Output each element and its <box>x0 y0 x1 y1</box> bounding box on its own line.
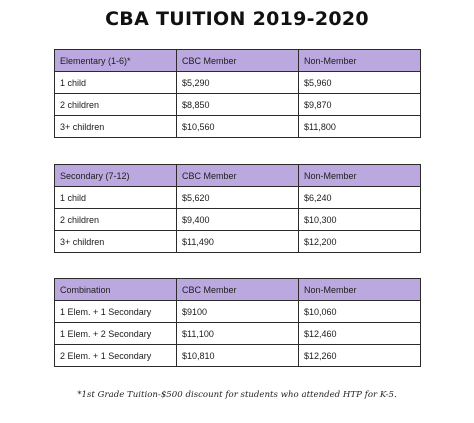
table-cell: $12,200 <box>299 231 421 253</box>
secondary-tuition-table <box>54 164 421 253</box>
table-cell: $9100 <box>177 301 299 323</box>
table-cell: 1 child <box>55 72 177 94</box>
column-header: CBC Member <box>177 165 299 187</box>
footnote: *1st Grade Tuition-$500 discount for students who attended HTP for K-5. <box>77 390 397 400</box>
table-cell: $10,560 <box>177 116 299 138</box>
table-header-row <box>55 165 421 187</box>
column-header: CBC Member <box>177 279 299 301</box>
table-row <box>55 301 421 323</box>
table-row <box>55 72 421 94</box>
table-cell: $8,850 <box>177 94 299 116</box>
table-cell: $10,810 <box>177 345 299 367</box>
column-header: Elementary (1-6)* <box>55 50 177 72</box>
table-row <box>55 345 421 367</box>
table-header-row <box>55 50 421 72</box>
table-cell: $10,300 <box>299 209 421 231</box>
table-cell: $6,240 <box>299 187 421 209</box>
table-cell: 2 children <box>55 94 177 116</box>
table-row <box>55 187 421 209</box>
table-cell: 3+ children <box>55 231 177 253</box>
table-cell: 1 Elem. + 1 Secondary <box>55 301 177 323</box>
table-cell: $11,490 <box>177 231 299 253</box>
table-cell: $11,100 <box>177 323 299 345</box>
page-title: CBA TUITION 2019-2020 <box>105 8 369 30</box>
elementary-tuition-table <box>54 49 421 138</box>
table-cell: 2 children <box>55 209 177 231</box>
table-row <box>55 323 421 345</box>
table-cell: 1 Elem. + 2 Secondary <box>55 323 177 345</box>
column-header: Non-Member <box>299 165 421 187</box>
table-cell: 1 child <box>55 187 177 209</box>
column-header: Non-Member <box>299 279 421 301</box>
table-cell: $5,960 <box>299 72 421 94</box>
column-header: Combination <box>55 279 177 301</box>
table-cell: $12,260 <box>299 345 421 367</box>
table-cell: 3+ children <box>55 116 177 138</box>
table-cell: $12,460 <box>299 323 421 345</box>
table-cell: $11,800 <box>299 116 421 138</box>
table-cell: 2 Elem. + 1 Secondary <box>55 345 177 367</box>
table-cell: $5,290 <box>177 72 299 94</box>
combination-tuition-table <box>54 278 421 367</box>
column-header: Secondary (7-12) <box>55 165 177 187</box>
table-cell: $10,060 <box>299 301 421 323</box>
table-cell: $9,870 <box>299 94 421 116</box>
table-row <box>55 231 421 253</box>
table-row <box>55 209 421 231</box>
column-header: Non-Member <box>299 50 421 72</box>
table-cell: $9,400 <box>177 209 299 231</box>
table-cell: $5,620 <box>177 187 299 209</box>
table-row <box>55 94 421 116</box>
table-row <box>55 116 421 138</box>
table-header-row <box>55 279 421 301</box>
column-header: CBC Member <box>177 50 299 72</box>
